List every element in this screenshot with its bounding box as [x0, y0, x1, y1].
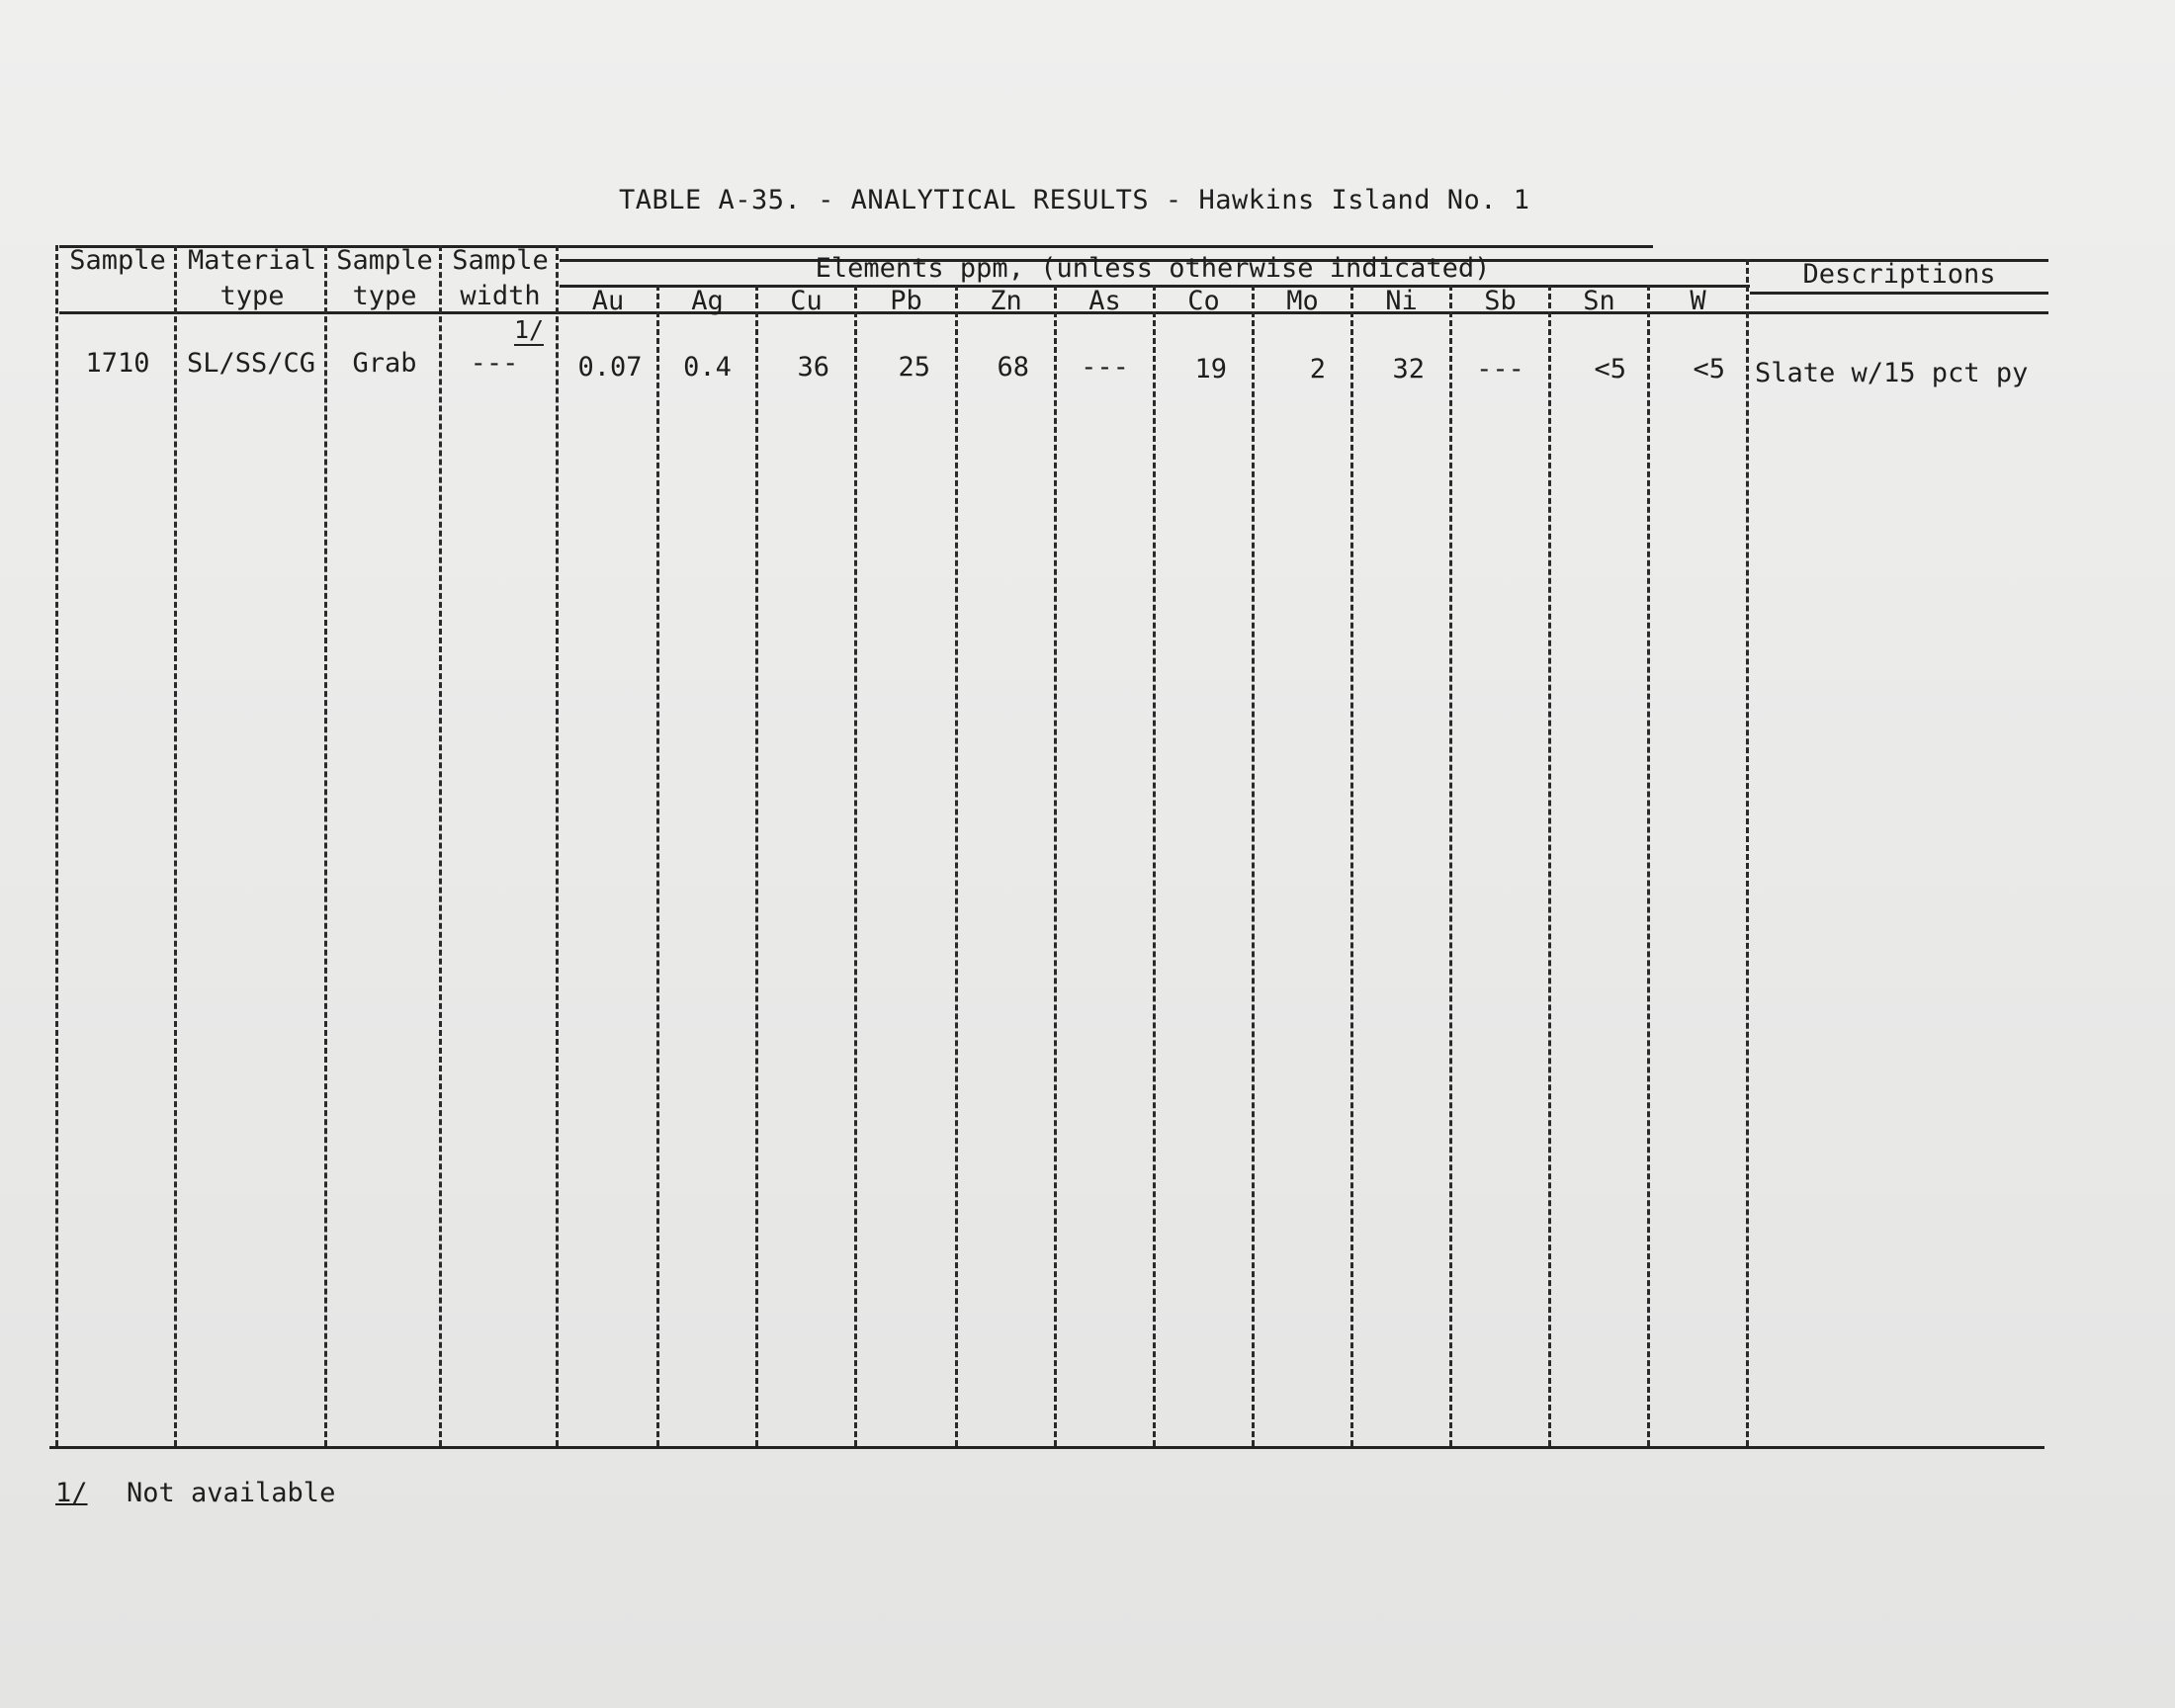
- header-element-au: Au: [591, 286, 625, 316]
- column-divider: [1548, 285, 1551, 1446]
- table-title: TABLE A-35. - ANALYTICAL RESULTS - Hawkins Island No. 1: [619, 185, 1530, 215]
- descriptions-header-rule: [1750, 292, 2048, 295]
- column-divider: [755, 285, 758, 1446]
- header-element-zn: Zn: [990, 286, 1022, 316]
- cell-as: ---: [1081, 352, 1129, 383]
- footnote-text: Not available: [127, 1478, 336, 1508]
- column-divider: [439, 245, 442, 1446]
- cell-mo: 2: [1309, 354, 1326, 384]
- column-divider: [1252, 285, 1255, 1446]
- column-divider: [1647, 285, 1650, 1446]
- cell-ni: 32: [1392, 354, 1425, 384]
- header-sample-type-line2: type: [352, 281, 417, 311]
- header-material-type-line2: type: [219, 281, 285, 311]
- header-sample-width-line2: width: [460, 281, 541, 311]
- header-element-sn: Sn: [1583, 286, 1615, 316]
- column-divider: [55, 245, 58, 1446]
- header-elements-group: Elements ppm, (unless otherwise indicated): [815, 253, 1491, 284]
- header-sample: Sample: [69, 245, 166, 276]
- table-bottom-rule: [49, 1446, 2044, 1449]
- header-element-w: W: [1690, 286, 1706, 316]
- cell-au: 0.07: [577, 352, 643, 383]
- column-divider: [955, 285, 958, 1446]
- cell-co: 19: [1194, 354, 1227, 384]
- header-element-ni: Ni: [1385, 286, 1418, 316]
- header-element-as: As: [1088, 286, 1121, 316]
- cell-zn: 68: [997, 352, 1029, 383]
- column-divider: [1350, 285, 1353, 1446]
- footnote-marker: 1/: [514, 315, 545, 344]
- column-divider: [1153, 285, 1156, 1446]
- column-divider: [324, 245, 327, 1446]
- cell-material: SL/SS/CG: [186, 348, 316, 379]
- column-divider: [1449, 285, 1452, 1446]
- header-descriptions: Descriptions: [1802, 259, 1996, 290]
- column-divider: [174, 245, 177, 1446]
- header-sample-width: Sample: [452, 245, 549, 276]
- column-divider: [1054, 285, 1057, 1446]
- cell-sb: ---: [1476, 354, 1524, 384]
- header-element-cu: Cu: [790, 286, 823, 316]
- header-element-pb: Pb: [890, 286, 922, 316]
- cell-sn: <5: [1594, 354, 1626, 384]
- column-divider: [656, 285, 659, 1446]
- cell-pb: 25: [898, 352, 930, 383]
- header-material-type: Material: [187, 245, 317, 276]
- header-sample-type: Sample: [336, 245, 433, 276]
- cell-width: ---: [470, 348, 519, 379]
- cell-cu: 36: [797, 352, 829, 383]
- cell-sample: 1710: [85, 348, 150, 379]
- column-divider: [854, 285, 857, 1446]
- cell-description: Slate w/15 pct py: [1755, 358, 2029, 388]
- footnote-key: [55, 1478, 88, 1508]
- header-element-ag: Ag: [691, 286, 724, 316]
- header-element-mo: Mo: [1286, 286, 1319, 316]
- header-element-sb: Sb: [1484, 286, 1517, 316]
- header-element-co: Co: [1187, 286, 1220, 316]
- footnote-key-marker: 1/: [55, 1478, 88, 1508]
- cell-w: <5: [1693, 354, 1725, 384]
- cell-ag: 0.4: [683, 352, 732, 383]
- column-divider: [556, 245, 559, 1446]
- column-divider: [1746, 259, 1749, 1446]
- cell-type: Grab: [352, 348, 417, 379]
